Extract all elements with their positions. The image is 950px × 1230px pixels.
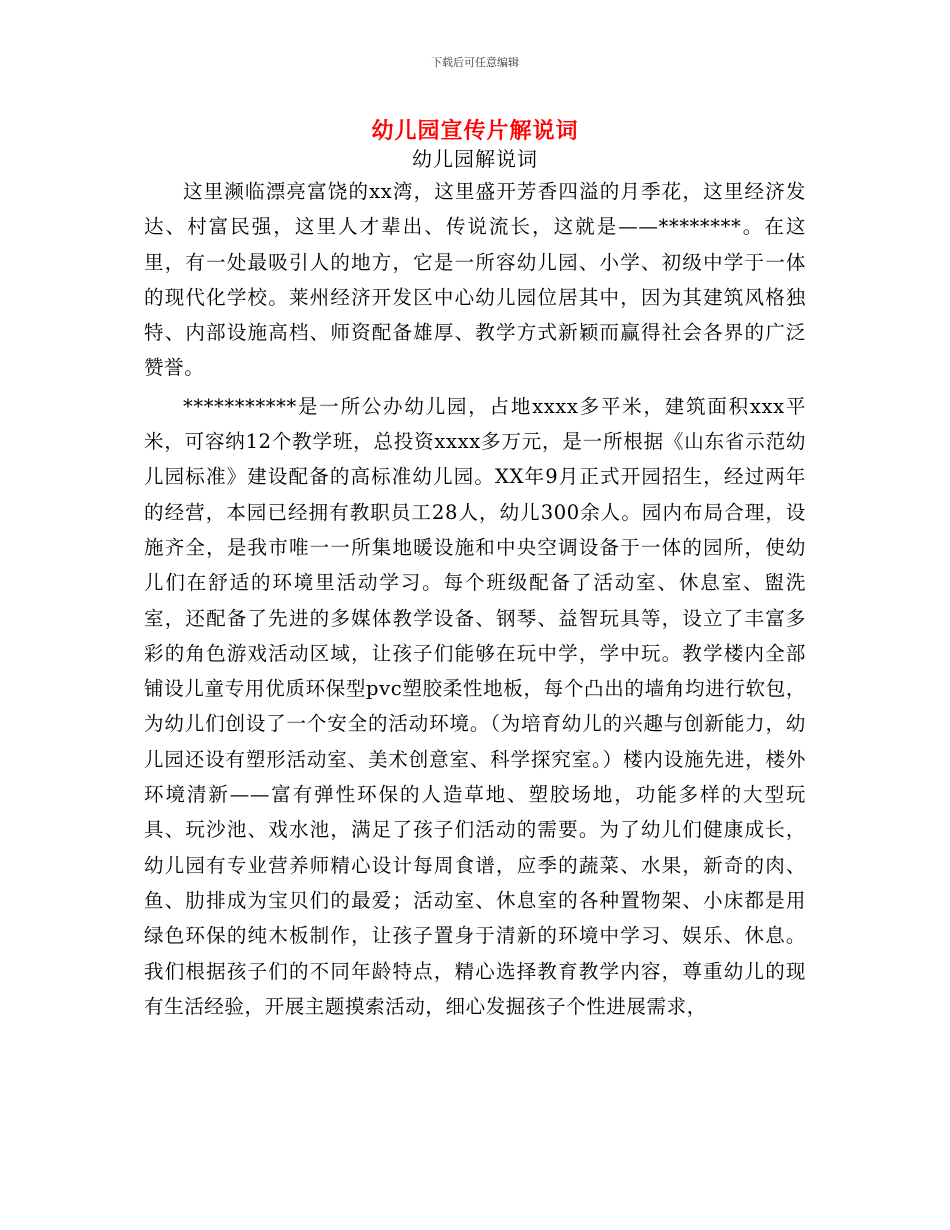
document-subtitle: 幼儿园解说词 xyxy=(412,147,538,171)
document-title: 幼儿园宣传片解说词 xyxy=(371,119,579,144)
document-body xyxy=(144,174,806,1024)
paragraph-details: ***********是一所公办幼儿园，占地xxxx多平米，建筑面积xxx平米，可容纳12个教学班，总投资xxxx多万元，是一所根据《山东省示范幼儿园标准》建设配备的高标准幼儿园。XX年9月正式开园招生，经过两年的经营，本园已经拥有教职员工28人，幼儿300余人。园内布局合理，设施齐全，是我市唯一一所集地暖设施和中央空调设备于一体的园所，使幼儿们在舒适的环境里活动学习。每个班级配备了活动室、休息室、盥洗室，还配备了先进的多媒体教学设备、钢琴、益智玩具等，设立了丰富多彩的角色游戏活动区域，让孩子们能够在玩中学，学中玩。教学楼内全部铺设儿童专用优质环保型pvc塑胶柔性地板，每个凸出的墙角均进行软包，为幼儿们创设了一个安全的活动环境。（为培育幼儿的兴趣与创新能力，幼儿园还设有塑形活动室、美术创意室、科学探究室。）楼内设施先进，楼外环境清新——富有弹性环保的人造草地、塑胶场地，功能多样的大型玩具、玩沙池、戏水池，满足了孩子们活动的需要。为了幼儿们健康成长，幼儿园有专业营养师精心设计每周食谱，应季的蔬菜、水果，新奇的肉、鱼、肋排成为宝贝们的最爱；活动室、休息室的各种置物架、小床都是用绿色环保的纯木板制作，让孩子置身于清新的环境中学习、娱乐、休息。我们根据孩子们的不同年龄特点，精心选择教育教学内容，尊重幼儿的现有生活经验，开展主题摸索活动，细心发掘孩子个性进展需求， xyxy=(144,394,806,1018)
header-note: 下载后可任意编辑 xyxy=(431,56,519,69)
paragraph-intro: 这里濒临漂亮富饶的xx湾，这里盛开芳香四溢的月季花，这里经济发达、村富民强，这里人才辈出、传说流长，这就是——********。在这里，有一处最吸引人的地方，它是一所容幼儿园、小学、初级中学于一体的现代化学校。莱州经济开发区中心幼儿园位居其中，因为其建筑风格独特、内部设施高档、师资配备雄厚、教学方式新颖而赢得社会各界的广泛赞誉。 xyxy=(144,180,806,380)
